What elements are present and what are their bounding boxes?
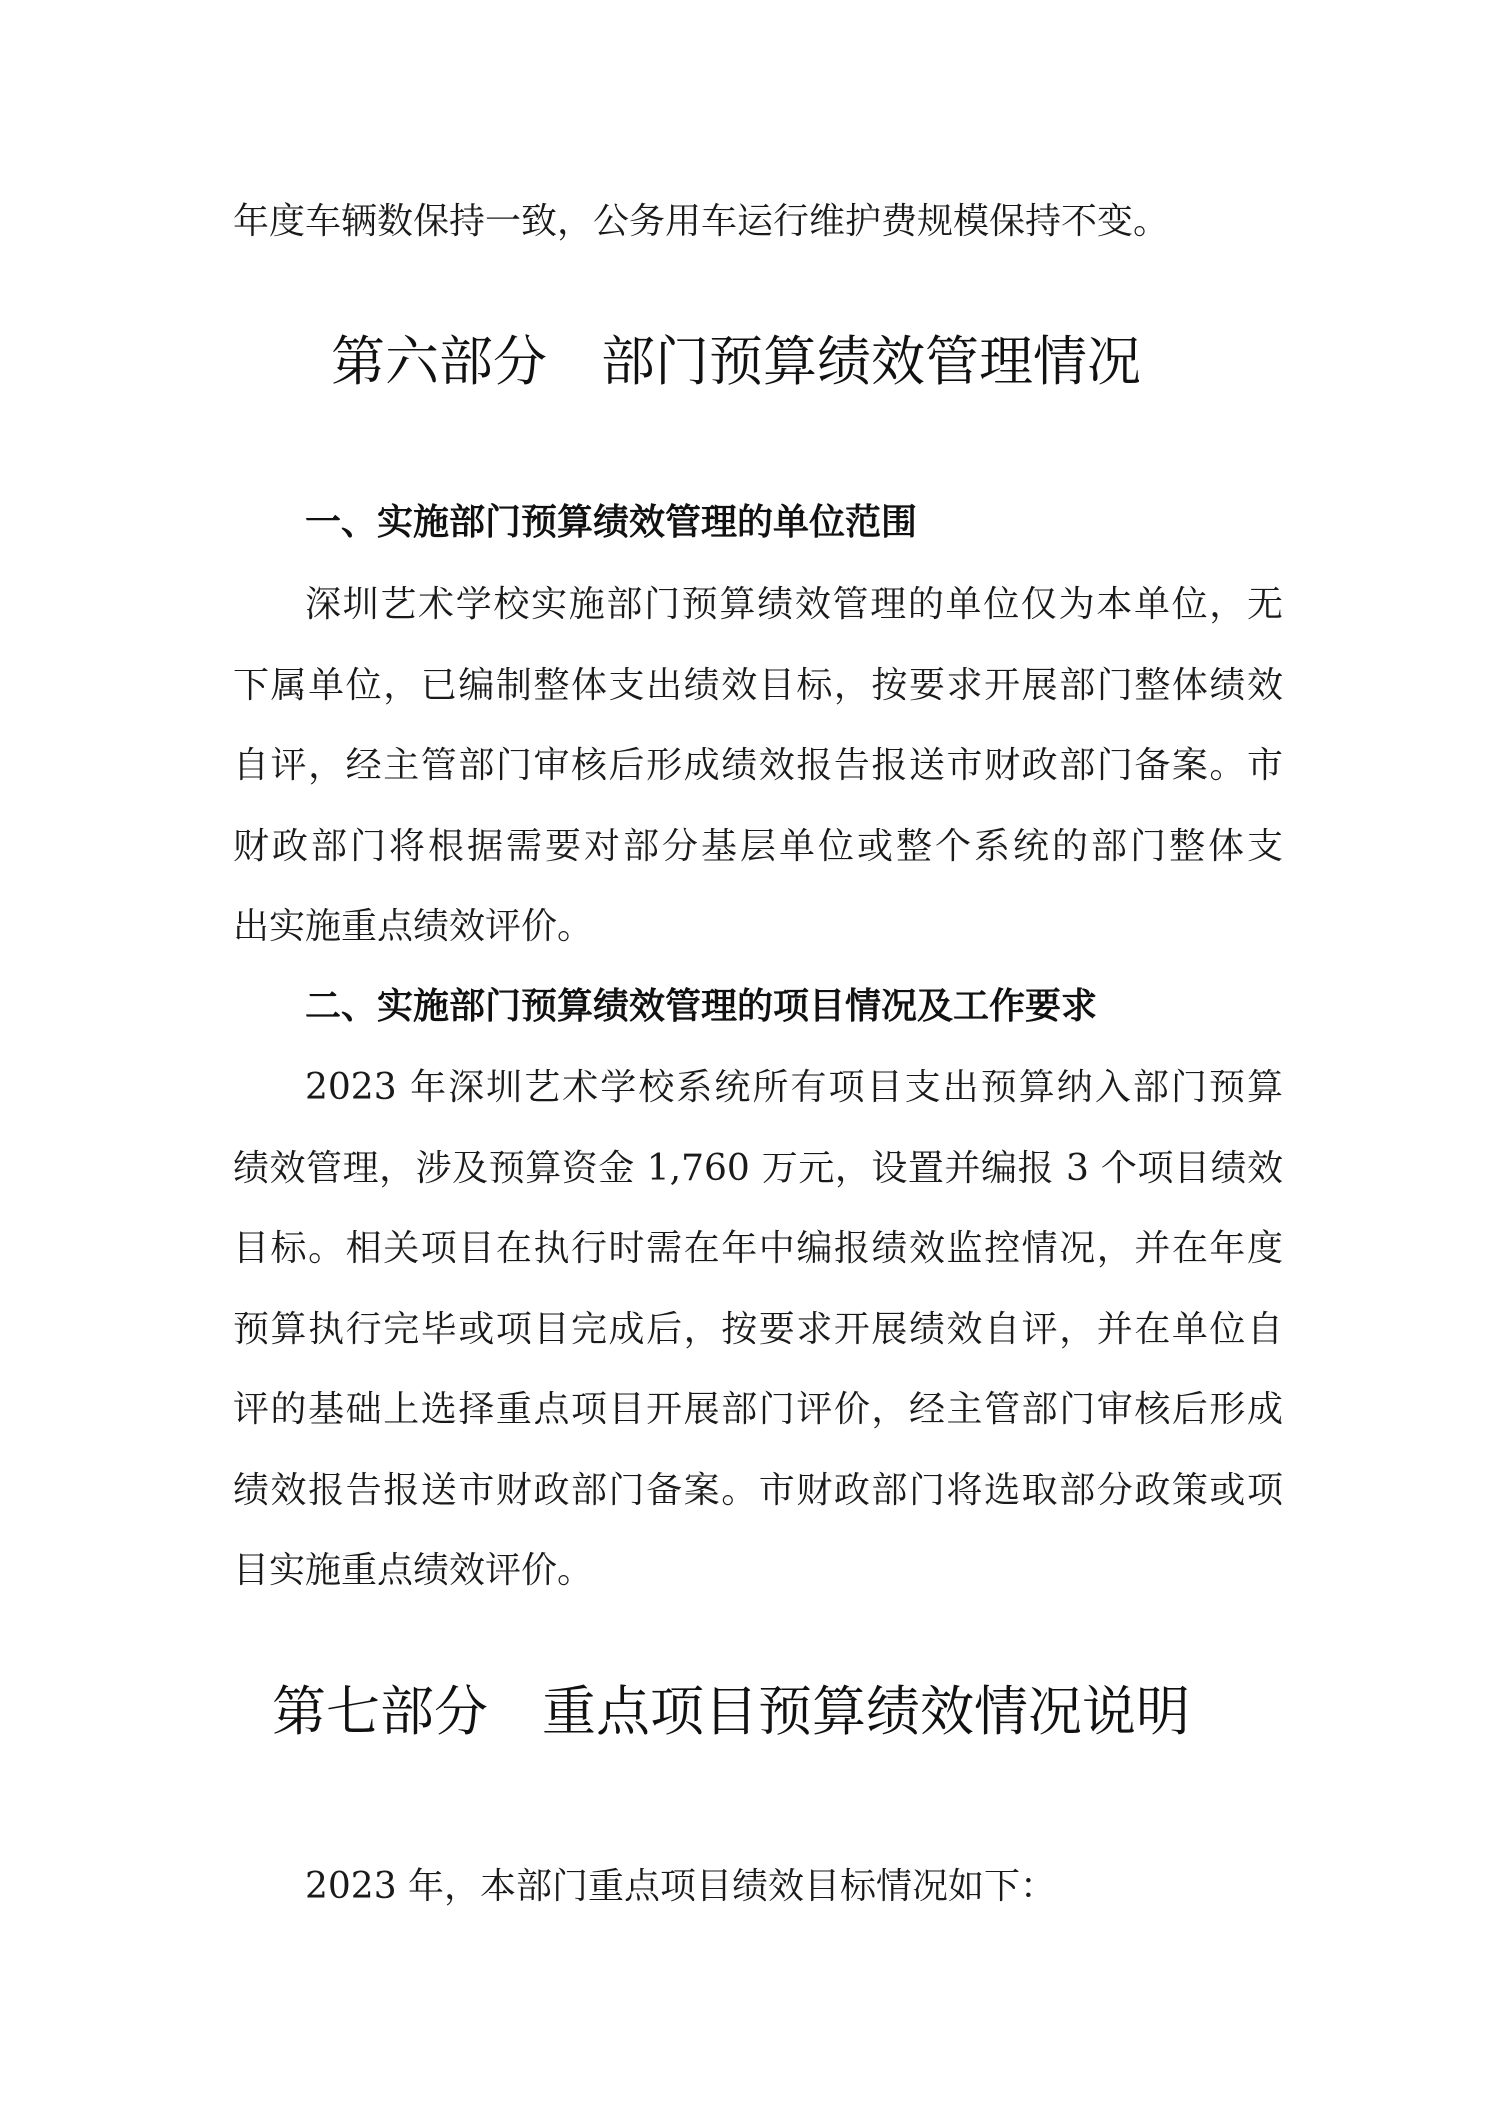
part6-section1-heading: 一、实施部门预算绩效管理的单位范围 <box>305 502 918 543</box>
continuation-line: 年度车辆数保持一致，公务用车运行维护费规模保持不变。 <box>233 201 1170 242</box>
paragraph-line: 预算执行完毕或项目完成后，按要求开展绩效自评，并在单位自 <box>233 1309 1283 1350</box>
paragraph-line: 绩效管理，涉及预算资金 1,760 万元，设置并编报 3 个项目绩效 <box>233 1148 1283 1189</box>
paragraph-line: 评的基础上选择重点项目开展部门评价，经主管部门审核后形成 <box>233 1389 1283 1430</box>
part7-intro: 2023 年，本部门重点项目绩效目标情况如下： <box>305 1866 1057 1907</box>
part6-title: 第六部分 部门预算绩效管理情况 <box>331 330 1141 393</box>
paragraph-line: 自评，经主管部门审核后形成绩效报告报送市财政部门备案。市 <box>233 745 1283 786</box>
paragraph-line: 目实施重点绩效评价。 <box>233 1550 594 1591</box>
part7-title: 第七部分 重点项目预算绩效情况说明 <box>272 1680 1190 1743</box>
paragraph-line: 出实施重点绩效评价。 <box>233 906 594 947</box>
part6-section2-heading: 二、实施部门预算绩效管理的项目情况及工作要求 <box>305 986 1098 1027</box>
paragraph-line: 下属单位，已编制整体支出绩效目标，按要求开展部门整体绩效 <box>233 665 1283 706</box>
paragraph-line: 绩效报告报送市财政部门备案。市财政部门将选取部分政策或项 <box>233 1470 1283 1511</box>
paragraph-line: 2023 年深圳艺术学校系统所有项目支出预算纳入部门预算 <box>305 1067 1283 1108</box>
paragraph-line: 目标。相关项目在执行时需在年中编报绩效监控情况，并在年度 <box>233 1228 1283 1269</box>
paragraph-line: 财政部门将根据需要对部分基层单位或整个系统的部门整体支 <box>233 826 1283 867</box>
paragraph-line: 深圳艺术学校实施部门预算绩效管理的单位仅为本单位，无 <box>305 584 1283 625</box>
